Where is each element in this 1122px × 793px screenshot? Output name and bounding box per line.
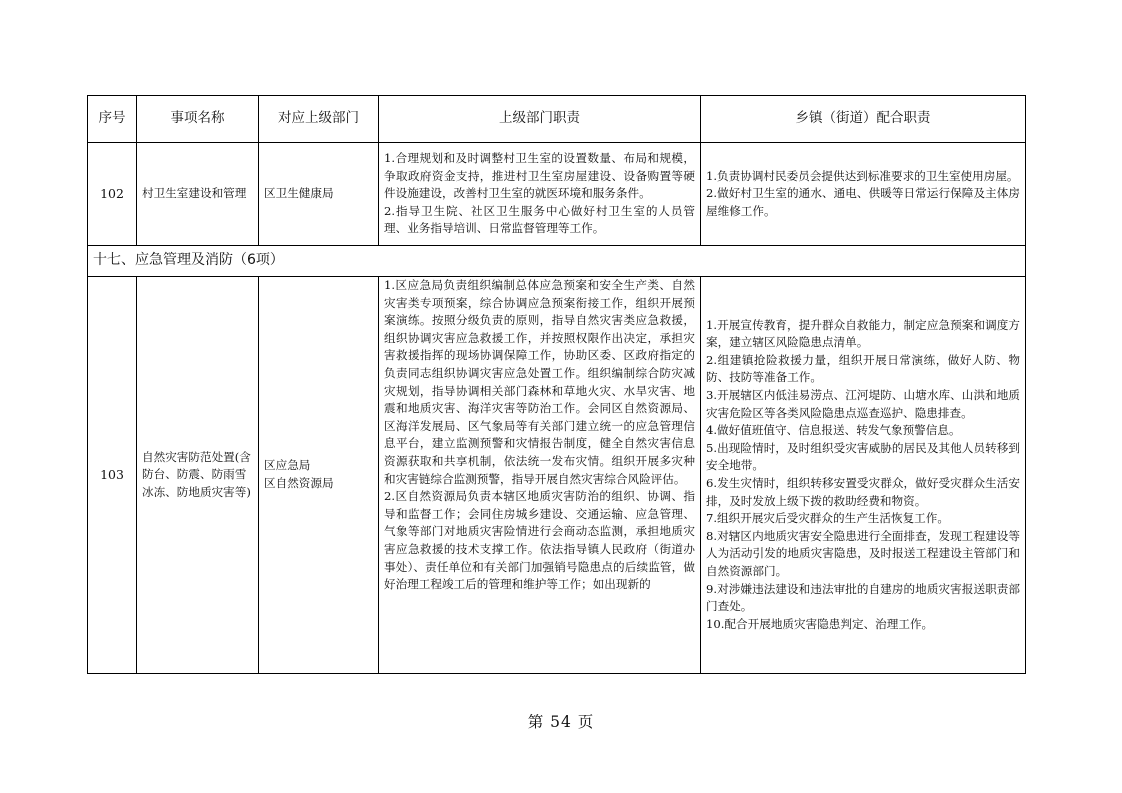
row-number: 102 (88, 143, 137, 246)
item-name: 自然灾害防范处置(含防台、防震、防雨雪冰冻、防地质灾害等) (137, 277, 259, 674)
header-item-name: 事项名称 (137, 96, 259, 143)
duty-item: 2.指导卫生院、社区卫生服务中心做好村卫生室的人员管理、业务指导培训、日常监督管理等工作。 (384, 203, 695, 236)
upper-duty (379, 277, 701, 674)
duty-item: 6.发生灾情时，组织转移安置受灾群众，做好受灾群众生活安排，及时发放上级下拨的救助经费和物资。 (706, 476, 1020, 508)
duty-item: 2.区自然资源局负责本辖区地质灾害防治的组织、协调、指导和监督工作；会同住房城乡建设、交通运输、应急管理、气象等部门对地质灾害险情进行会商动态监测，承担地质灾害应急救援的技术支撑工作。依法指导镇人民政府（街道办事处）、责任单位和有关部门加强销号隐患点的后续监管，做好治理工程竣工后的管理和维护等工作；如出现新的 (384, 489, 695, 592)
header-seq: 序号 (88, 96, 137, 143)
dept-line: 区应急局 (264, 458, 311, 473)
duty-item: 10.配合开展地质灾害隐患判定、治理工作。 (706, 616, 934, 631)
section-row (88, 246, 1026, 277)
header-row (88, 96, 1026, 143)
page-number: 第 54 页 (527, 713, 595, 731)
header-town-duty: 乡镇（街道）配合职责 (701, 96, 1026, 143)
table-row (88, 143, 1026, 246)
header-upper-duty: 上级部门职责 (379, 96, 701, 143)
duty-item: 5.出现险情时，及时组织受灾害威胁的居民及其他人员转移到安全地带。 (706, 440, 1020, 473)
duty-item: 1.区应急局负责组织编制总体应急预案和安全生产类、自然灾害类专项预案，综合协调应急预案衔接工作，组织开展预案演练。按照分级负责的原则，指导自然灾害类应急救援，组织协调灾害应急救援工作，并按照权限作出决定，承担灾害救援指挥的现场协调保障工作，协助区委、区政府指定的负责同志组织协调灾害应急处置工作。组织编制综合防灾减灾规划，指导协调相关部门森林和草地火灾、水旱灾害、地震和地质灾害、海洋灾害等防治工作。会同区自然资源局、区海洋发展局、区气象局等有关部门建立统一的应急管理信息平台，建立监测预警和灾情报告制度，健全自然灾害信息资源获取和共享机制，依法统一发布灾情。组织开展多灾种和灾害链综合监测预警，指导开展自然灾害综合风险评估。 (384, 278, 695, 486)
town-duty (701, 143, 1026, 246)
dept-line: 区卫生健康局 (264, 186, 334, 201)
duty-item: 9.对涉嫌违法建设和违法审批的自建房的地质灾害报送职责部门查处。 (706, 581, 1020, 614)
duty-item: 4.做好值班值守、信息报送、转发气象预警信息。 (706, 423, 961, 438)
duty-item: 8.对辖区内地质灾害安全隐患进行全面排查，发现工程建设等人为活动引发的地质灾害隐患，及时报送工程建设主管部门和自然资源部门。 (706, 528, 1020, 578)
header-upper-dept: 对应上级部门 (259, 96, 379, 143)
dept-line: 区自然资源局 (264, 476, 334, 490)
section-title: 十七、应急管理及消防（6项） (88, 246, 1026, 277)
duty-item: 2.组建镇抢险救援力量，组织开展日常演练，做好人防、物防、技防等准备工作。 (706, 352, 1020, 385)
upper-duty (379, 143, 701, 246)
row-number: 103 (88, 277, 137, 674)
duty-item: 7.组织开展灾后受灾群众的生产生活恢复工作。 (706, 511, 949, 526)
upper-dept (259, 143, 379, 246)
duty-item: 1.合理规划和及时调整村卫生室的设置数量、布局和规模，争取政府资金支持，推进村卫生室房屋建设、设备购置等硬件设施建设，改善村卫生室的就医环境和服务条件。 (384, 151, 695, 201)
table-row (88, 277, 1026, 674)
upper-dept (259, 277, 379, 674)
duty-item: 1.负责协调村民委员会提供达到标准要求的卫生室使用房屋。 (706, 168, 1019, 183)
duty-item: 2.做好村卫生室的通水、通电、供暖等日常运行保障及主体房屋维修工作。 (706, 186, 1020, 218)
duty-table (87, 95, 1026, 674)
duty-item: 3.开展辖区内低洼易涝点、江河堤防、山塘水库、山洪和地质灾害危险区等各类风险隐患点巡查巡护、隐患排查。 (706, 388, 1020, 420)
duty-item: 1.开展宣传教育，提升群众自救能力，制定应急预案和调度方案，建立辖区风险隐患点清单。 (706, 317, 1020, 350)
town-duty (701, 277, 1026, 674)
item-name: 村卫生室建设和管理 (137, 143, 259, 246)
